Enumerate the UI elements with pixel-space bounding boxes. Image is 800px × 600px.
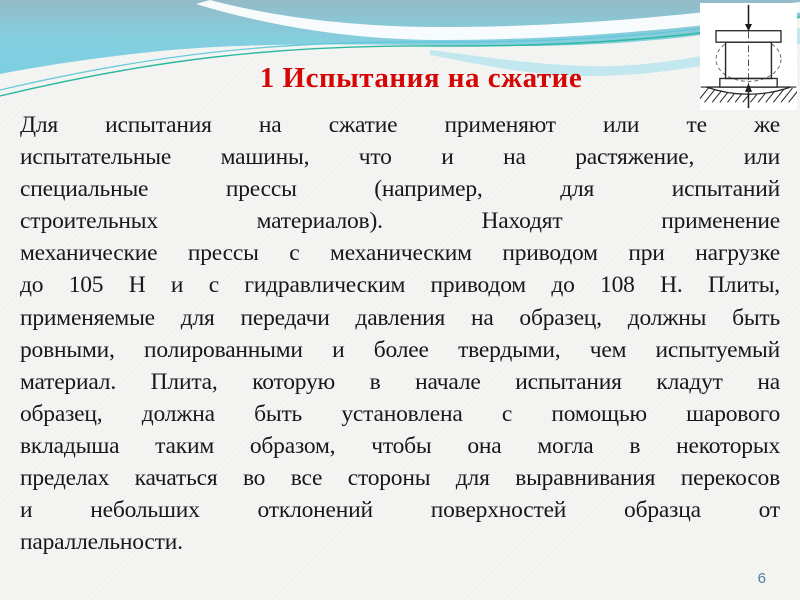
body-paragraph xyxy=(20,109,780,558)
body-line: и небольших отклонений поверхностей образца от xyxy=(20,497,780,524)
body-line: материал. Плита, которую в начале испытания кладут на xyxy=(20,368,780,395)
body-line: строительных материалов). Находят применение xyxy=(20,208,780,235)
header-wave-decoration xyxy=(0,0,800,118)
body-line: вкладыша таким образом, чтобы она могла в некоторых xyxy=(20,432,780,459)
body-line: механические прессы с механическим приводом при нагрузке xyxy=(20,240,780,267)
body-line: до 105 Н и с гидравлическим приводом до 108 Н. Плиты, xyxy=(20,272,780,299)
body-line: испытательные машины, что и на растяжение, или xyxy=(20,144,780,171)
page-number-label: 6 xyxy=(757,570,766,587)
slide-title: 1 Испытания на сжатие xyxy=(259,62,583,94)
body-line: параллельности. xyxy=(20,529,183,556)
body-line: ровными, полированными и более твердыми, чем испытуемый xyxy=(20,336,780,363)
body-line: специальные прессы (например, для испытаний xyxy=(20,176,780,203)
body-line: применяемые для передачи давления на образец, должны быть xyxy=(20,304,780,331)
body-line: пределах качаться во все стороны для выравнивания перекосов xyxy=(20,465,780,492)
body-line: образец, должна быть установлена с помощью шарового xyxy=(20,400,780,427)
body-line: Для испытания на сжатие применяют или те же xyxy=(20,112,780,138)
